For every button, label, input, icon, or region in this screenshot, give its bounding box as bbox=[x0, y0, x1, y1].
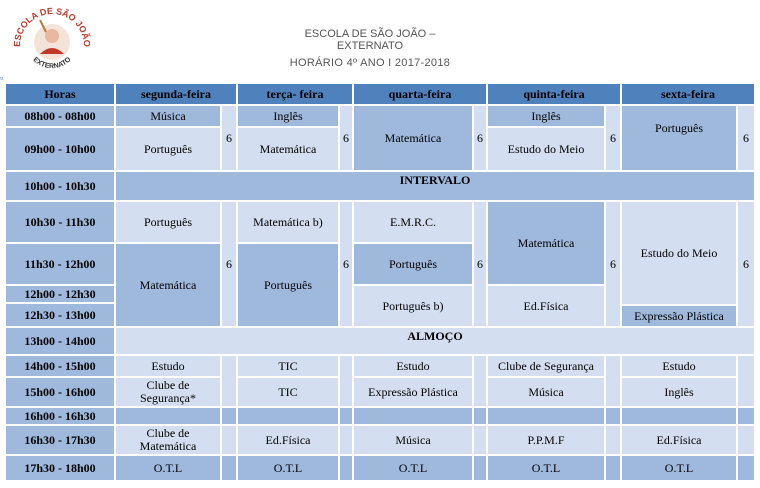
time-slot: 14h00 - 15h00 bbox=[6, 356, 114, 376]
time-slot: 10h00 - 10h30 bbox=[6, 172, 114, 200]
filler-cell bbox=[606, 356, 620, 406]
class-cell: Estudo bbox=[116, 356, 220, 376]
class-cell bbox=[238, 408, 338, 424]
class-cell: Ed.Física bbox=[488, 286, 604, 326]
class-cell: P.P.M.F bbox=[488, 426, 604, 454]
filler-cell bbox=[474, 356, 486, 406]
logo-text-top: ESCOLA DE SÃO JOÃO bbox=[11, 5, 93, 48]
time-slot: 12h30 - 13h00 bbox=[6, 304, 114, 326]
class-cell bbox=[354, 408, 472, 424]
class-cell: E.M.R.C. bbox=[354, 202, 472, 242]
filler-cell bbox=[340, 408, 352, 424]
col-header-thursday: quinta-feira bbox=[488, 84, 620, 104]
weekly-hours: 6 bbox=[606, 106, 620, 170]
filler-cell bbox=[222, 356, 236, 406]
school-name: ESCOLA DE SÃO JOÃO – EXTERNATO bbox=[304, 28, 436, 52]
class-cell: Estudo bbox=[354, 356, 472, 376]
filler-cell bbox=[738, 456, 754, 480]
class-cell: Português bbox=[116, 128, 220, 170]
col-header-monday: segunda-feira bbox=[116, 84, 236, 104]
time-slot: 17h30 - 18h00 bbox=[6, 456, 114, 480]
class-cell: TIC bbox=[238, 378, 338, 406]
filler-cell bbox=[340, 456, 352, 480]
col-header-tuesday: terça- feira bbox=[238, 84, 352, 104]
class-cell: Estudo do Meio bbox=[622, 202, 736, 304]
weekly-hours: 6 bbox=[222, 202, 236, 326]
weekly-hours: 6 bbox=[222, 106, 236, 170]
class-cell bbox=[622, 408, 736, 424]
filler-cell bbox=[222, 426, 236, 454]
class-cell: Expressão Plástica bbox=[622, 306, 736, 326]
col-header-hours: Horas bbox=[6, 84, 114, 104]
class-cell: Português bbox=[116, 202, 220, 242]
class-cell: Clube de Matemática bbox=[116, 426, 220, 454]
class-cell: O.T.L bbox=[354, 456, 472, 480]
class-cell: O.T.L bbox=[116, 456, 220, 480]
class-cell: Música bbox=[488, 378, 604, 406]
class-cell: Estudo do Meio bbox=[488, 128, 604, 170]
time-slot: 10h30 - 11h30 bbox=[6, 202, 114, 242]
class-cell: Matemática bbox=[238, 128, 338, 170]
schedule-title: HORÁRIO 4º ANO I 2017-2018 bbox=[289, 57, 451, 69]
time-slot: 08h00 - 08h00 bbox=[6, 106, 114, 126]
class-cell: Matemática b) bbox=[238, 202, 338, 242]
filler-cell bbox=[222, 456, 236, 480]
class-cell bbox=[116, 408, 220, 424]
class-cell: O.T.L bbox=[488, 456, 604, 480]
time-slot: 16h00 - 16h30 bbox=[6, 408, 114, 424]
time-slot: 13h00 - 14h00 bbox=[6, 328, 114, 354]
school-logo bbox=[10, 2, 94, 74]
anchor-marker: ▫ bbox=[0, 73, 4, 83]
weekly-hours: 6 bbox=[738, 106, 754, 170]
time-slot: 09h00 - 10h00 bbox=[6, 128, 114, 170]
weekly-hours: 6 bbox=[738, 202, 754, 326]
col-header-wednesday: quarta-feira bbox=[354, 84, 486, 104]
class-cell: Inglês bbox=[238, 106, 338, 126]
filler-cell bbox=[738, 408, 754, 424]
filler-cell bbox=[340, 426, 352, 454]
class-cell: O.T.L bbox=[622, 456, 736, 480]
filler-cell bbox=[340, 356, 352, 406]
weekly-hours: 6 bbox=[606, 202, 620, 326]
time-slot: 16h30 - 17h30 bbox=[6, 426, 114, 454]
class-cell: Português b) bbox=[354, 286, 472, 326]
time-slot: 15h00 - 16h00 bbox=[6, 378, 114, 406]
col-header-friday: sexta-feira bbox=[622, 84, 754, 104]
class-cell: Português bbox=[622, 106, 736, 170]
class-cell: Música bbox=[116, 106, 220, 126]
class-cell: Expressão Plástica bbox=[354, 378, 472, 406]
class-cell: Ed.Física bbox=[238, 426, 338, 454]
break-row-almoco: ALMOÇO bbox=[116, 328, 754, 354]
class-cell: Português bbox=[238, 244, 338, 326]
class-cell: Música bbox=[354, 426, 472, 454]
class-cell: Estudo bbox=[622, 356, 736, 376]
weekly-hours: 6 bbox=[340, 106, 352, 170]
time-slot: 12h00 - 12h30 bbox=[6, 286, 114, 302]
weekly-hours: 6 bbox=[474, 106, 486, 170]
class-cell: Matemática bbox=[354, 106, 472, 170]
weekly-hours: 6 bbox=[340, 202, 352, 326]
class-cell: Português bbox=[354, 244, 472, 284]
filler-cell bbox=[606, 408, 620, 424]
logo-text-bottom: EXTERNATO bbox=[31, 56, 73, 71]
class-cell: Matemática bbox=[116, 244, 220, 326]
class-cell: Clube de Segurança bbox=[488, 356, 604, 376]
class-cell: TIC bbox=[238, 356, 338, 376]
schedule-table bbox=[6, 84, 754, 482]
class-cell: Inglês bbox=[622, 378, 736, 406]
filler-cell bbox=[474, 456, 486, 480]
class-cell: Ed.Física bbox=[622, 426, 736, 454]
time-slot: 11h30 - 12h00 bbox=[6, 244, 114, 284]
filler-cell bbox=[474, 408, 486, 424]
filler-cell bbox=[606, 456, 620, 480]
filler-cell bbox=[606, 426, 620, 454]
filler-cell bbox=[474, 426, 486, 454]
class-cell: Matemática bbox=[488, 202, 604, 284]
filler-cell bbox=[222, 408, 236, 424]
break-row-intervalo: INTERVALO bbox=[116, 172, 754, 200]
class-cell: Clube de Segurança* bbox=[116, 378, 220, 406]
class-cell: Inglês bbox=[488, 106, 604, 126]
filler-cell bbox=[738, 356, 754, 406]
filler-cell bbox=[738, 426, 754, 454]
weekly-hours: 6 bbox=[474, 202, 486, 326]
class-cell bbox=[488, 408, 604, 424]
class-cell: O.T.L bbox=[238, 456, 338, 480]
